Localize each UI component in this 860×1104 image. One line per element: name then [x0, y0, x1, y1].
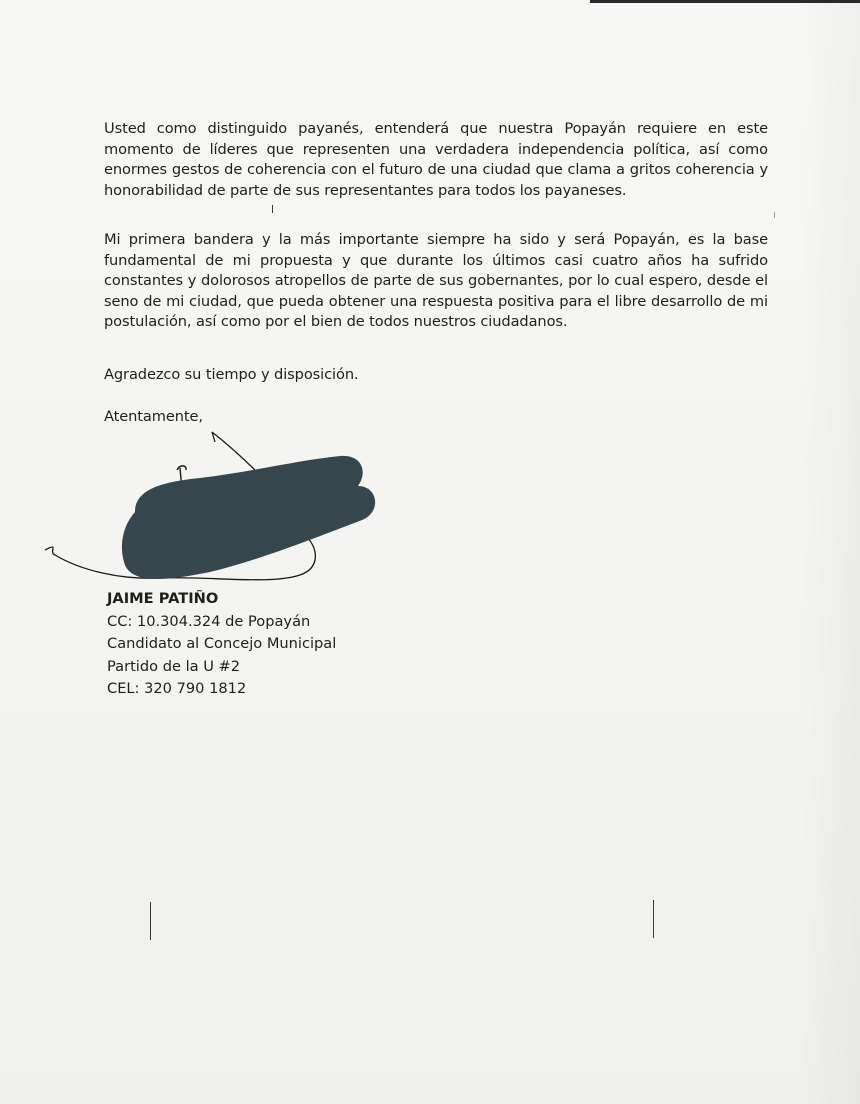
paragraph-main: Mi primera bandera y la más importante siempre ha sido y será Popayán, es la base fundamental de mi propuesta y que durante los últimos casi cuatro años ha sufrido constantes y dolorosos atropellos de parte de sus gobernantes, por lo cual espero, desde el seno de mi ciudad, que pueda obtener una respuesta positiva para el libre desarrollo de mi postulación, así como por el bien de todos nuestros ciudadanos.	[104, 231, 768, 330]
signer-id: CC: 10.304.324 de Popayán	[107, 612, 311, 630]
page-shadow	[800, 0, 860, 1104]
scan-mark-right	[653, 900, 654, 938]
closing-salutation: Atentamente,	[104, 408, 203, 425]
signature-block	[107, 588, 336, 701]
redacted-signature	[40, 420, 400, 600]
paragraph-intro: Usted como distinguido payanés, entenderá que nuestra Popayán requiere en este momento de líderes que representen una verdadera independencia política, así como enormes gestos de coherencia con el futuro de una ciudad que clama a gritos coherencia y honorabilidad de parte de sus representantes para todos los payaneses.	[104, 120, 768, 199]
redaction-blob	[122, 456, 375, 579]
scan-mark-left	[150, 902, 151, 940]
signer-name: JAIME PATIÑO	[107, 590, 219, 607]
signer-party: Partido de la U #2	[107, 657, 241, 675]
scan-speck	[272, 205, 273, 213]
signer-phone: CEL: 320 790 1812	[107, 680, 247, 697]
signer-role: Candidato al Concejo Municipal	[107, 635, 337, 652]
paragraph-thanks: Agradezco su tiempo y disposición.	[104, 366, 359, 383]
scan-speck-right	[774, 212, 775, 218]
